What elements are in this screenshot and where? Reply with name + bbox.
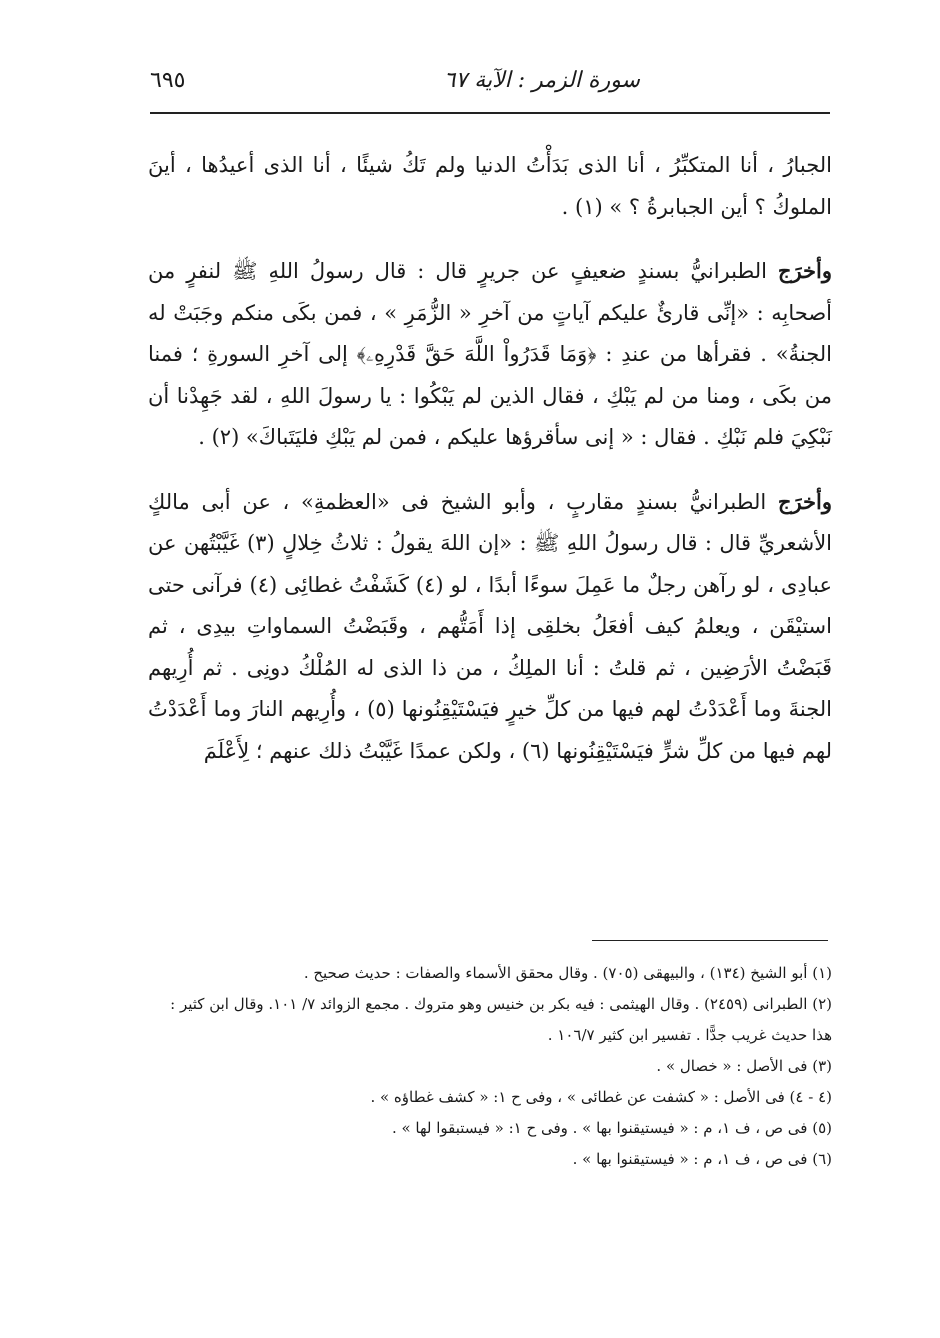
footnotes bbox=[148, 958, 832, 1175]
page-number: ٦٩٥ bbox=[150, 68, 186, 93]
paragraph-2-lead: وأخرَج bbox=[777, 258, 832, 283]
paragraph-3-text: الطبرانيُّ بسندٍ مقاربٍ ، وأبو الشيخ فى «العظمةِ» ، عن أبى مالكٍ الأشعريِّ قال : قال رسولُ اللهِ ﷺ : «إن اللهَ يقولُ : ثلاثُ خِلالٍ (٣) غَيَّبْتُهن عن عبادِى ، لو رآهن رجلٌ ما عَمِلَ سوءًا أبدًا ، لو (٤) كَشَفْتُ غطائِى (٤) فرآنى حتى استيْقَن ، ويعلمُ كيف أفعَلُ بخلقِى إذا أَمَتُّهم ، وقَبَضْتُ السماواتِ بيدِى ، ثم قَبَضْتُ الأرَضِين ، ثم قلتُ : أنا الملِكُ ، من ذا الذى له المُلْكُ دونِى . ثم أُرِيهم الجنةَ وما أَعْدَدْتُ لهم فيها من كلِّ خيرٍ فيَسْتَيْقِنُونها (٥) ، وأُرِيهم النارَ وما أَعْدَدْتُ لهم فيها من كلِّ شرٍّ فيَسْتَيْقِنُونها (٦) ، ولكن عمدًا غَيَّبْتُ ذلك عنهم ؛ لِأَعْلَمَ bbox=[148, 489, 833, 763]
page-header bbox=[150, 62, 830, 102]
paragraph-3-lead: وأخرَج bbox=[777, 488, 832, 514]
paragraph-2 bbox=[148, 250, 832, 459]
header-divider bbox=[150, 112, 830, 114]
footnote-5: (٥) فى ص ، ف ١، م : « فيستيقنوا بها » . وفى ح ١: « فيستبقوا لها » . bbox=[391, 1119, 832, 1137]
footnote-divider bbox=[592, 940, 828, 941]
footnote-1: (١) أبو الشيخ (١٣٤) ، والبيهقى (٧٠٥) . وقال محقق الأسماء والصفات : حديث صحيح . bbox=[303, 964, 832, 982]
footnote-3: (٣) فى الأصل : « خصال » . bbox=[656, 1057, 832, 1075]
paragraph-3 bbox=[148, 481, 832, 773]
footnote-6: (٦) فى ص ، ف ١، م : « فيستيقنوا بها » . bbox=[572, 1150, 832, 1168]
main-text bbox=[148, 145, 832, 772]
footnote-4: (٤ - ٤) فى الأصل : « كشفت عن غطائى » ، وفى ح ١: « كشف غطاؤه » . bbox=[370, 1088, 832, 1106]
paragraph-1 bbox=[148, 145, 832, 228]
running-title: سورة الزمر : الآية ٦٧ bbox=[443, 68, 640, 93]
footnote-2: (٢) الطبرانى (٢٤٥٩) . وقال الهيثمى : فيه بكر بن خنيس وهو متروك . مجمع الزوائد ٧/ ١٠١. وقال ابن كثير : هذا حديث غريب جدًّا . تفسير ابن كثير ١٠٦/٧ . bbox=[170, 995, 832, 1044]
paragraph-2-text: الطبرانيُّ بسندٍ ضعيفٍ عن جريرٍ قال : قال رسولُ اللهِ ﷺ لنفرٍ من أصحابِه : «إنِّى قارئٌ عليكم آياتٍ من آخرِ « الزُّمَرِ » ، فمن بكَى منكم وجَبَتْ له الجنةُ» . فقرأها من عندِ : ﴿وَمَا قَدَرُواْ اللَّهَ حَقَّ قَدْرِهِۦ﴾ إلى آخرِ السورةِ ؛ فمنا من بكَى ، ومنا من لم يَبْكِ ، فقال الذين لم يَبْكُوا : يا رسولَ اللهِ ، لقد جَهِدْنا أن نَبْكِيَ فلم نَبْكِ . فقال : « إنى سأقرؤها عليكم ، فمن لم يَبْكِ فليَتَباكَ» (٢) . bbox=[148, 259, 832, 449]
paragraph-1-text: الجبارُ ، أنا المتكبِّرُ ، أنا الذى بَدَأْتُ الدنيا ولم تَكُ شيئًا ، أنا الذى أعيدُها ، أينَ الملوكُ ؟ أين الجبابرةُ ؟ » (١) . bbox=[148, 153, 832, 219]
